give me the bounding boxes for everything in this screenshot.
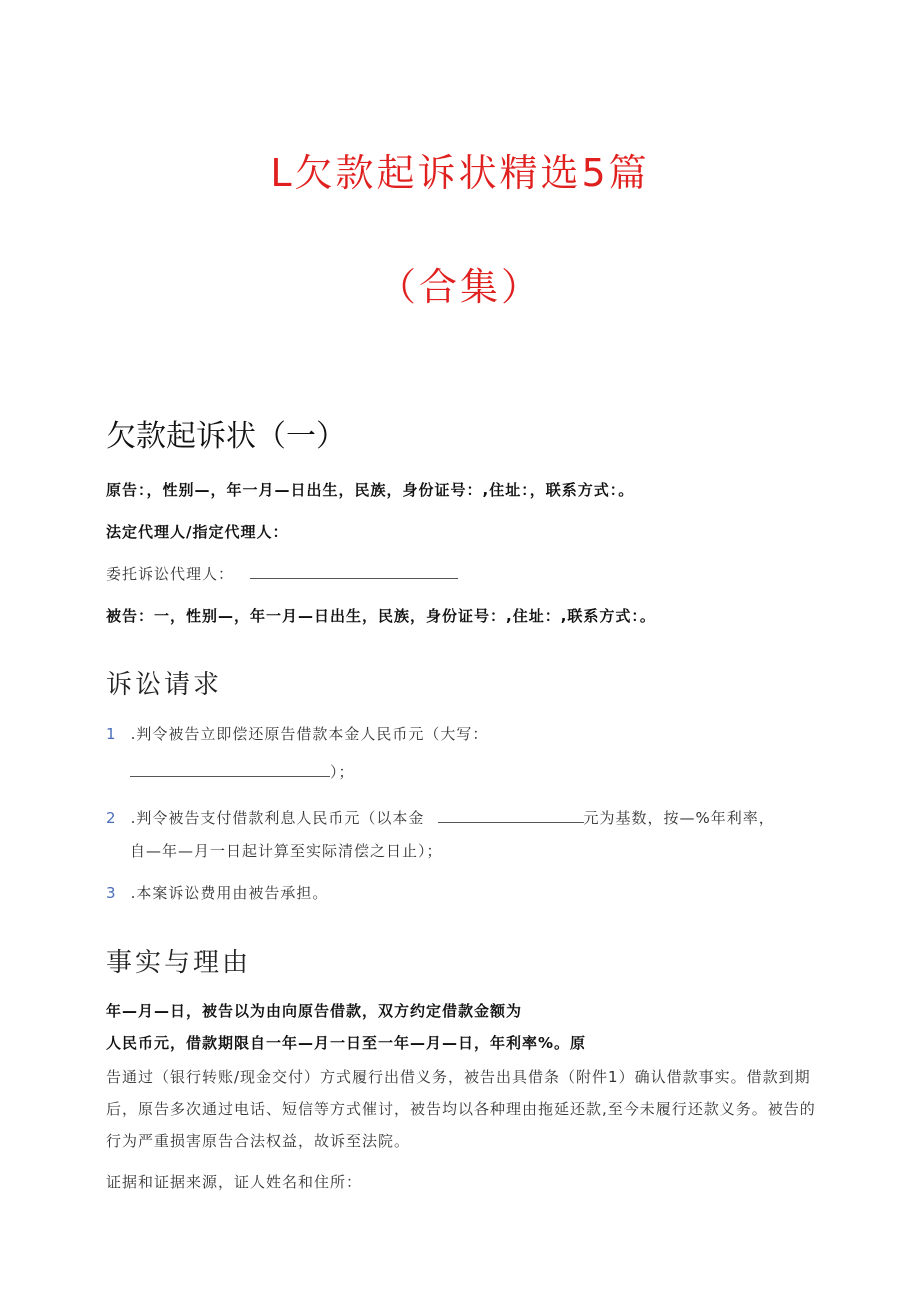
- facts-body-line-1: 告通过（银行转账/现金交付）方式履行出借义务，被告出具借条（附件1）确认借款事实。借款到期: [106, 1068, 811, 1086]
- claim-text: .本案诉讼费用由被告承担。: [130, 884, 329, 902]
- claim-number: 1: [106, 725, 116, 743]
- plaintiff-line: 原告：，性别—，年一月—日出生，民族，身份证号：,住址：，联系方式：。: [106, 481, 635, 499]
- defendant-line: 被告：一，性别—，年一月—日出生，民族，身份证号：,住址：,联系方式：。: [106, 607, 656, 625]
- claim-number: 2: [106, 809, 116, 827]
- claim-text-suffix: 元为基数，按—%年利率，: [583, 809, 775, 827]
- principal-blank: [438, 808, 584, 823]
- claims-heading: 诉讼请求: [106, 670, 223, 700]
- claim-text: .判令被告立即偿还原告借款本金人民币元（大写：: [130, 725, 489, 743]
- claim-number: 3: [106, 884, 116, 902]
- facts-bold-line-2: 人民币元，借款期限自一年—月一日至一年—月—日，年利率%。原: [106, 1034, 587, 1052]
- evidence-line: 证据和证据来源，证人姓名和住所：: [106, 1173, 363, 1191]
- agent-blank: [250, 564, 458, 579]
- claim-text: .判令被告支付借款利息人民币元（以本金: [130, 809, 425, 827]
- document-subtitle: （合集）: [377, 265, 542, 309]
- claim-item-2-continuation: 自—年—月一日起计算至实际清偿之日止）；: [130, 842, 443, 860]
- facts-body-line-2: 后，原告多次通过电话、短信等方式催讨，被告均以各种理由拖延还款,至今未履行还款义务。被告的: [106, 1100, 816, 1118]
- agent-line: [106, 563, 458, 584]
- claim-item-1-continuation: [130, 761, 355, 782]
- document-title: L欠款起诉状精选5篇: [270, 151, 650, 195]
- claim-item-2: [106, 807, 775, 828]
- claim-item-1: [106, 723, 488, 744]
- claim-text-suffix: ）；: [330, 763, 355, 781]
- agent-label: 委托诉讼代理人：: [106, 565, 235, 583]
- facts-bold-line-1: 年—月—日，被告以为由向原告借款，双方约定借款金额为: [106, 1002, 523, 1020]
- claim-item-3: [106, 882, 328, 903]
- facts-heading: 事实与理由: [106, 948, 252, 978]
- section-heading-1: 欠款起诉状（一）: [106, 419, 346, 454]
- amount-in-words-blank: [130, 762, 330, 777]
- facts-body-line-3: 行为严重损害原告合法权益，故诉至法院。: [106, 1132, 411, 1150]
- legal-representative-line: 法定代理人/指定代理人：: [106, 523, 289, 541]
